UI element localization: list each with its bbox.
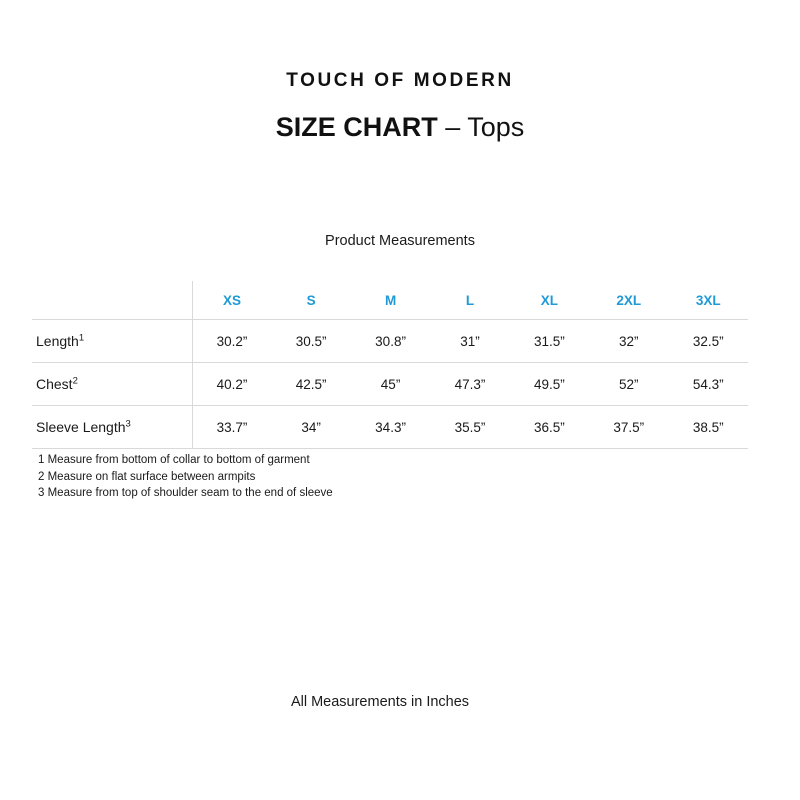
column-header-s: S xyxy=(271,281,350,320)
row-label-sleeve-length xyxy=(32,406,192,449)
column-header-m: M xyxy=(351,281,430,320)
cell-length-m: 30.8” xyxy=(351,320,430,363)
cell-sleeve-xs: 33.7” xyxy=(192,406,271,449)
cell-sleeve-s: 34” xyxy=(271,406,350,449)
measurements-table-wrapper xyxy=(32,281,748,449)
column-header-l: L xyxy=(430,281,509,320)
column-header-3xl: 3XL xyxy=(668,281,748,320)
table-row xyxy=(32,363,748,406)
column-header-2xl: 2XL xyxy=(589,281,668,320)
page-title xyxy=(0,112,800,143)
cell-length-3xl: 32.5” xyxy=(668,320,748,363)
cell-length-l: 31” xyxy=(430,320,509,363)
cell-sleeve-m: 34.3” xyxy=(351,406,430,449)
table-header-row xyxy=(32,281,748,320)
row-label-sleeve-length-footnote-marker: 3 xyxy=(125,418,131,430)
cell-length-s: 30.5” xyxy=(271,320,350,363)
footer-note: All Measurements in Inches xyxy=(290,694,470,710)
cell-chest-2xl: 52” xyxy=(589,363,668,406)
row-label-chest-text: Chest xyxy=(36,376,73,392)
cell-chest-xl: 49.5” xyxy=(510,363,589,406)
table-row xyxy=(32,406,748,449)
table-body xyxy=(32,320,748,449)
cell-sleeve-2xl: 37.5” xyxy=(589,406,668,449)
cell-length-2xl: 32” xyxy=(589,320,668,363)
brand-wordmark: TOUCH OF MODERN xyxy=(286,70,514,91)
cell-sleeve-l: 35.5” xyxy=(430,406,509,449)
row-label-length-footnote-marker: 1 xyxy=(78,332,85,344)
footnote-3: 3 Measure from top of shoulder seam to the end of sleeve xyxy=(38,487,333,500)
footnotes xyxy=(38,452,333,502)
cell-sleeve-xl: 36.5” xyxy=(510,406,589,449)
measurements-table xyxy=(32,281,748,449)
cell-sleeve-3xl: 38.5” xyxy=(668,406,748,449)
footnote-2: 2 Measure on flat surface between armpits xyxy=(38,470,256,483)
row-label-length-text: Length xyxy=(36,333,79,349)
column-header-xl: XL xyxy=(510,281,589,320)
row-label-length xyxy=(32,320,192,363)
table-row xyxy=(32,320,748,363)
row-label-chest xyxy=(32,363,192,406)
section-heading: Product Measurements xyxy=(325,233,475,249)
cell-chest-xs: 40.2” xyxy=(192,363,271,406)
table-header xyxy=(32,281,748,320)
cell-chest-m: 45” xyxy=(351,363,430,406)
cell-chest-l: 47.3” xyxy=(430,363,509,406)
row-label-chest-footnote-marker: 2 xyxy=(72,375,78,387)
page-title-bold: SIZE CHART xyxy=(275,112,438,142)
column-header-measurement xyxy=(32,281,192,320)
cell-chest-s: 42.5” xyxy=(271,363,350,406)
cell-length-xs: 30.2” xyxy=(192,320,271,363)
cell-chest-3xl: 54.3” xyxy=(668,363,748,406)
footnote-1: 1 Measure from bottom of collar to bottom of garment xyxy=(38,454,310,466)
row-label-sleeve-length-text: Sleeve Length xyxy=(36,419,126,435)
page-title-rest: – Tops xyxy=(437,112,525,142)
cell-length-xl: 31.5” xyxy=(510,320,589,363)
column-header-xs: XS xyxy=(192,281,271,320)
